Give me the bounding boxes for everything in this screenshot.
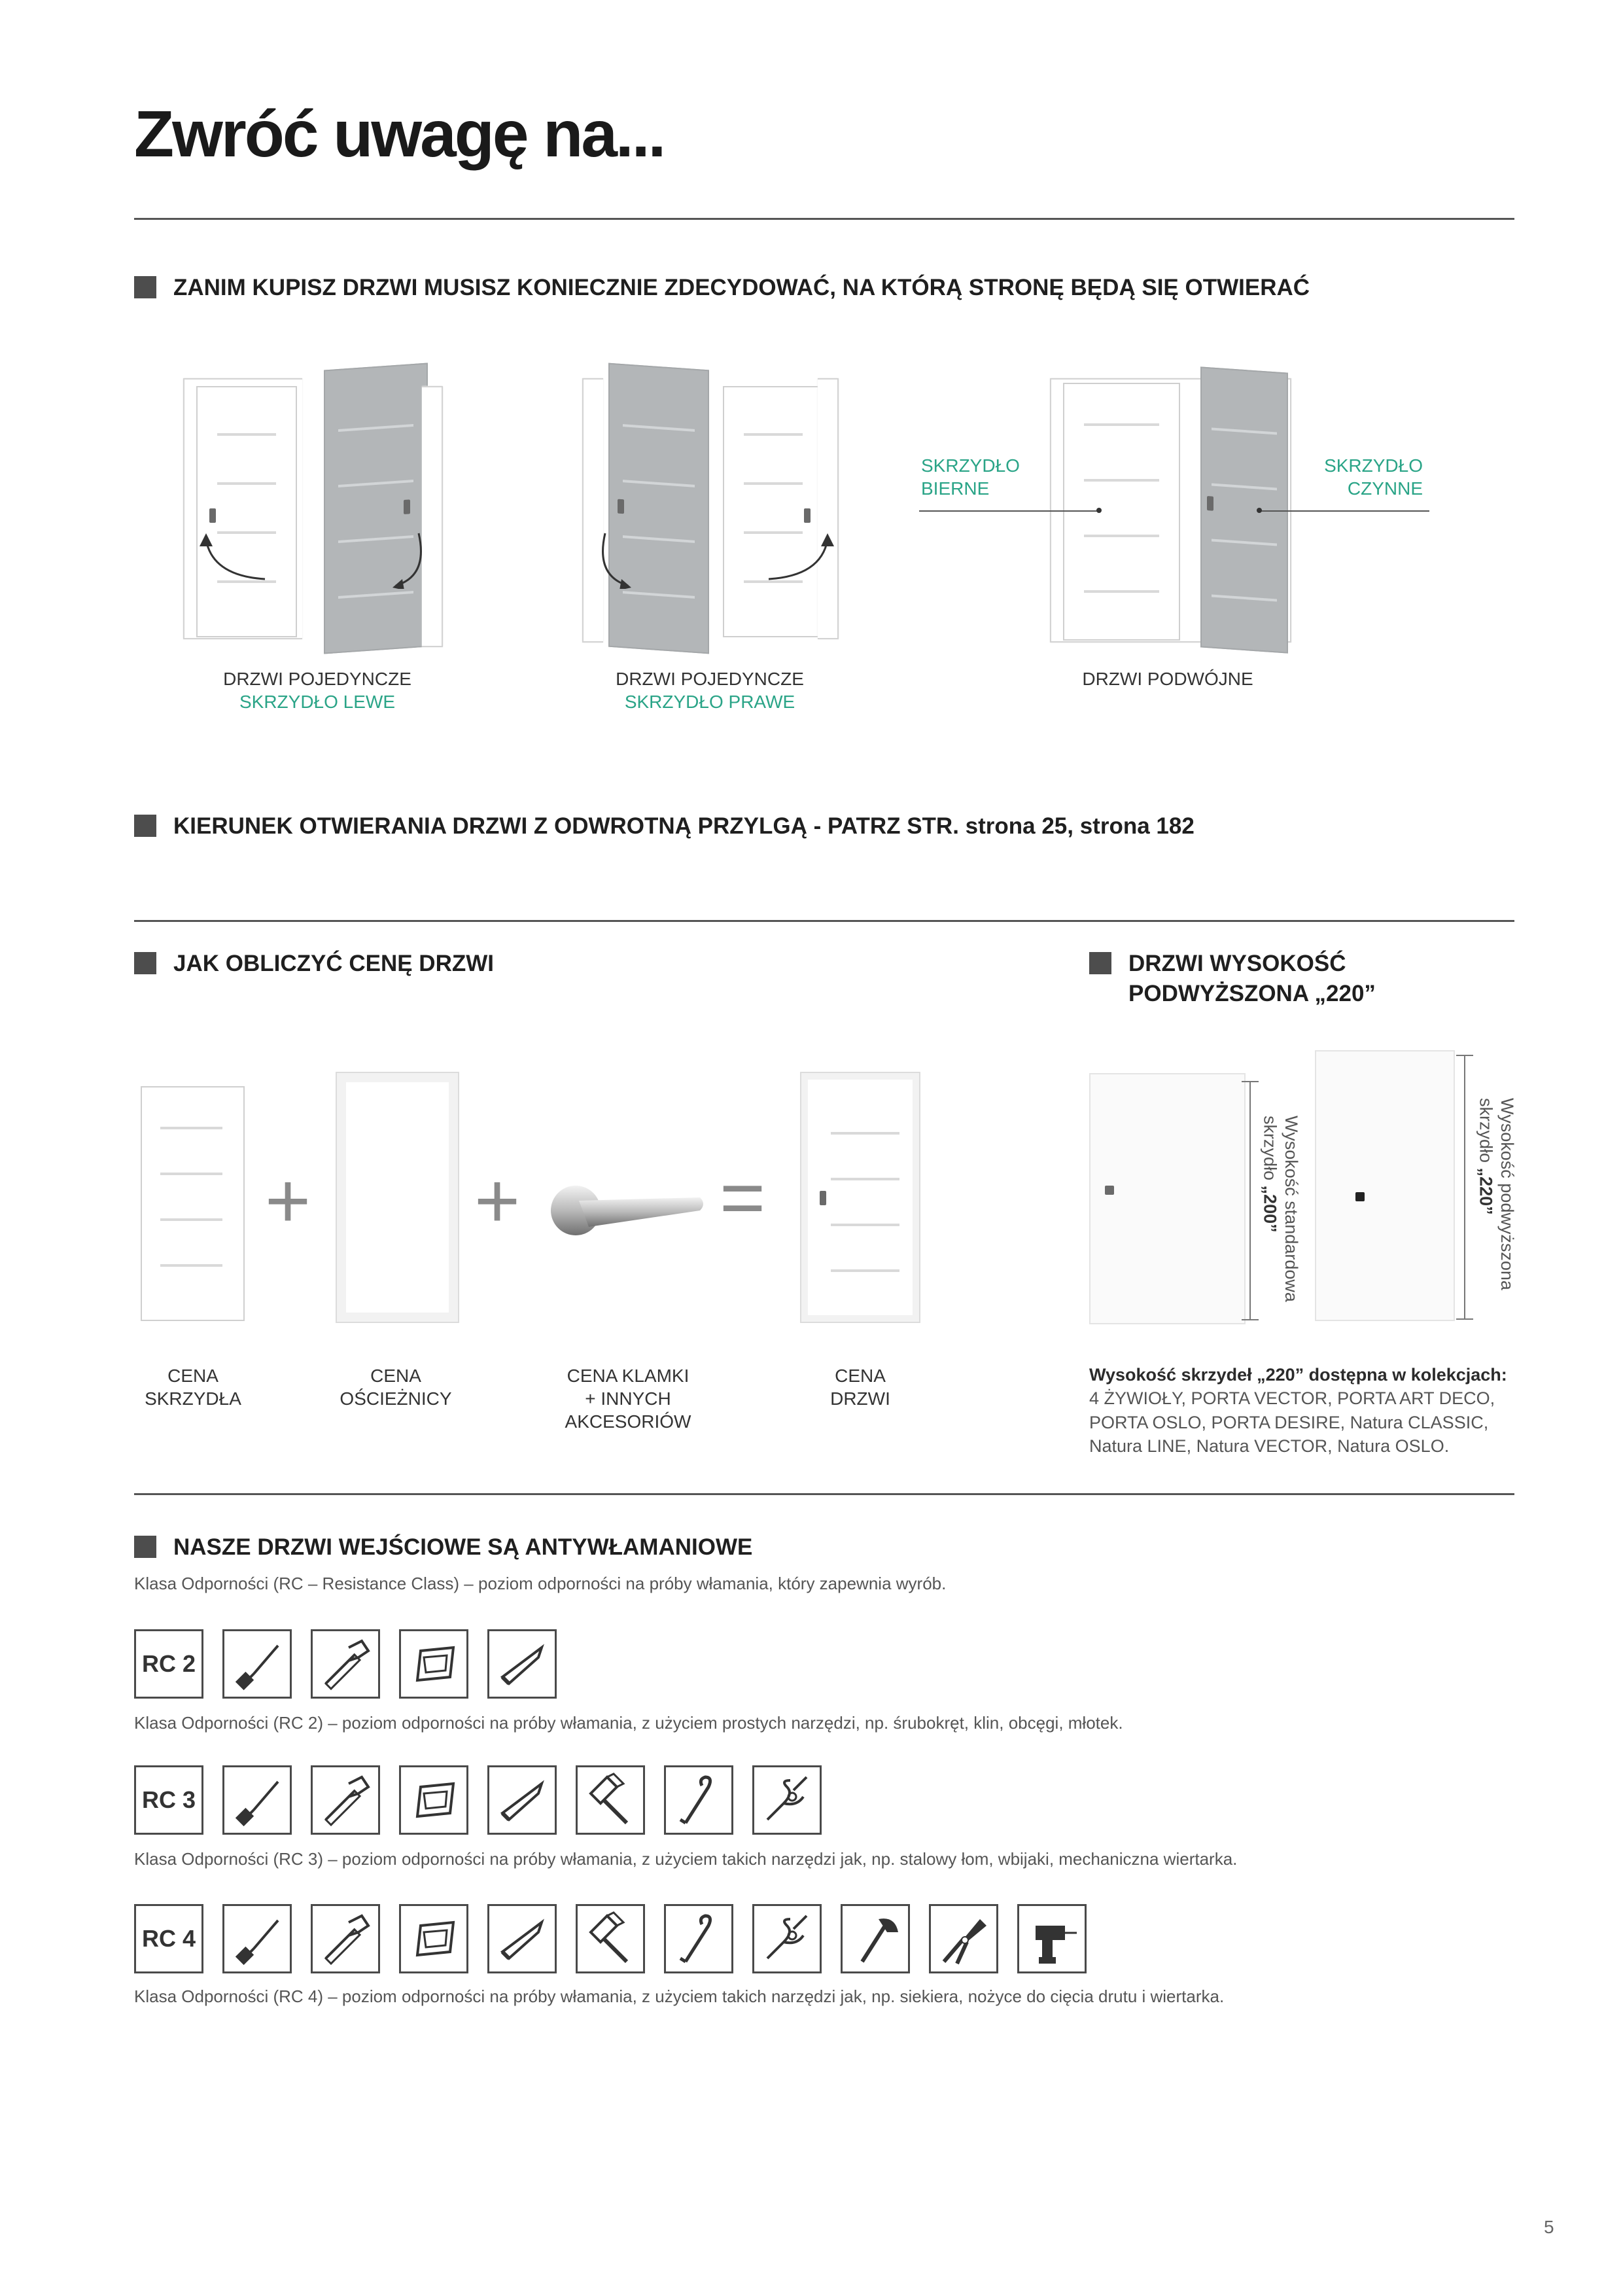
section3-heading: JAK OBLICZYĆ CENĘ DRZWI: [173, 951, 494, 976]
saw-icon: [399, 1904, 468, 1973]
pointer-line: [919, 510, 1099, 512]
availability-note: Wysokość skrzydeł „220” dostępna w kolekcjach: 4 ŻYWIOŁY, PORTA VECTOR, PORTA ART DECO, PORTA OSLO, PORTA DESIRE, Natura CLASSIC, Natura LINE, Natura VECTOR, Natura OSLO.: [1089, 1365, 1507, 1457]
dimension-line: [1464, 1055, 1465, 1320]
door-leaf-closed: [324, 362, 428, 654]
door-frame-image: [337, 1073, 458, 1322]
price-caption: CENA DRZWI: [830, 1366, 890, 1409]
screwdriver-icon: [222, 1904, 292, 1973]
door-leaf-open: [196, 386, 297, 637]
divider: [134, 218, 1514, 220]
complete-door-image: [801, 1073, 919, 1322]
hammer-icon: [576, 1765, 645, 1835]
plus-sign: +: [265, 1157, 311, 1245]
rc2-description: Klasa Odporności (RC 2) – poziom odporności na próby włamania, z użyciem prostych narzędzi, np. śrubokręt, klin, obcęgi, młotek.: [134, 1713, 1123, 1733]
hand-drill-icon: [752, 1765, 822, 1835]
dimension-line: [1249, 1081, 1251, 1320]
door-handle-icon: [550, 1174, 707, 1246]
price-caption: CENA SKRZYDŁA: [145, 1366, 241, 1409]
label-active-leaf: SKRZYDŁO CZYNNE: [1324, 455, 1423, 499]
section2-heading: KIERUNEK OTWIERANIA DRZWI Z ODWROTNĄ PRZYLGĄ - PATRZ STR. strona 25, strona 182: [173, 813, 1195, 839]
saw-icon: [399, 1765, 468, 1835]
divider: [134, 920, 1514, 922]
screwdriver-icon: [222, 1765, 292, 1835]
door-raised-image: [1315, 1050, 1455, 1321]
plus-sign: +: [474, 1157, 521, 1245]
axe-icon: [841, 1904, 910, 1973]
equals-sign: =: [720, 1154, 766, 1241]
pointer-line: [1259, 510, 1429, 512]
page-number: 5: [1544, 2217, 1554, 2237]
door-caption: DRZWI PODWÓJNE: [1082, 669, 1253, 689]
door-leaf-image: [141, 1086, 245, 1321]
wedge-icon: [487, 1629, 557, 1699]
pipe-wrench-icon: [311, 1904, 380, 1973]
page-title: Zwróć uwagę na...: [134, 97, 665, 171]
section-marker: [134, 276, 156, 298]
price-caption: CENA OŚCIEŻNICY: [340, 1366, 452, 1409]
divider: [134, 1493, 1514, 1495]
rc4-description: Klasa Odporności (RC 4) – poziom odporności na próby włamania, z użyciem takich narzędzi jak, np. siekiera, nożyce do cięcia drutu i wiertarka.: [134, 1987, 1225, 2006]
section5-intro: Klasa Odporności (RC – Resistance Class) – poziom odporności na próby włamania, który zapewnia wyrób.: [134, 1574, 947, 1593]
raised-height-label: Wysokość podwyższona skrzydło „220”: [1476, 1098, 1517, 1290]
crowbar-icon: [664, 1904, 733, 1973]
arrow-right-icon: [393, 530, 432, 589]
pointer-dot: [1096, 508, 1102, 513]
rc3-label: RC 3: [134, 1765, 203, 1835]
pointer-dot: [1257, 508, 1262, 513]
power-drill-icon: [1017, 1904, 1087, 1973]
section-marker: [1089, 952, 1111, 974]
arrow-right-icon: [762, 530, 841, 582]
label-passive-leaf: SKRZYDŁO BIERNE: [921, 455, 1020, 499]
section4-heading: DRZWI WYSOKOŚĆ PODWYŻSZONA „220”: [1128, 951, 1376, 1006]
door-caption: DRZWI POJEDYNCZE SKRZYDŁO PRAWE: [616, 669, 804, 712]
rc3-description: Klasa Odporności (RC 3) – poziom odporności na próby włamania, z użyciem takich narzędzi jak, np. stalowy łom, wbijaki, mechaniczna wiertarka.: [134, 1849, 1238, 1869]
standard-height-label: Wysokość standardowa skrzydło „200”: [1260, 1116, 1301, 1302]
section1-heading: ZANIM KUPISZ DRZWI MUSISZ KONIECZNIE ZDECYDOWAĆ, NA KTÓRĄ STRONĘ BĘDĄ SIĘ OTWIERAĆ: [173, 275, 1310, 300]
arrow-left-icon: [592, 530, 631, 589]
hand-drill-icon: [752, 1904, 822, 1973]
price-caption: CENA KLAMKI + INNYCH AKCESORIÓW: [565, 1366, 691, 1432]
rc2-label: RC 2: [134, 1629, 203, 1699]
section-marker: [134, 815, 156, 837]
saw-icon: [399, 1629, 468, 1699]
door-standard-image: [1089, 1073, 1246, 1324]
door-leaf-open: [723, 386, 824, 637]
crowbar-icon: [664, 1765, 733, 1835]
wedge-icon: [487, 1904, 557, 1973]
rc4-label: RC 4: [134, 1904, 203, 1973]
section-marker: [134, 1536, 156, 1558]
section-marker: [134, 952, 156, 974]
door-leaf-passive: [1063, 383, 1180, 641]
section5-heading: NASZE DRZWI WEJŚCIOWE SĄ ANTYWŁAMANIOWE: [173, 1534, 753, 1560]
door-caption: DRZWI POJEDYNCZE SKRZYDŁO LEWE: [223, 669, 411, 712]
pipe-wrench-icon: [311, 1765, 380, 1835]
door-leaf-closed: [608, 363, 709, 654]
wedge-icon: [487, 1765, 557, 1835]
wire-cutter-icon: [929, 1904, 998, 1973]
pipe-wrench-icon: [311, 1629, 380, 1699]
screwdriver-icon: [222, 1629, 292, 1699]
hammer-icon: [576, 1904, 645, 1973]
arrow-left-icon: [193, 530, 271, 582]
